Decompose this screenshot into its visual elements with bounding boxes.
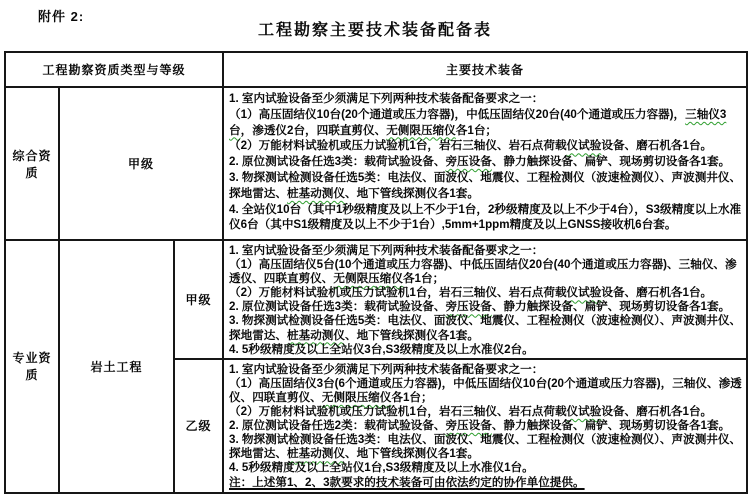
equipment-paragraph: 1. 室内试验设备至少须满足下列两种技术装备配备要求之一： (229, 244, 544, 257)
equipment-paragraph: （2）万能材料试验机或压力试验机1台，岩石三轴仪、岩石点荷载仪试验设备、磨石机各1台。 (229, 286, 713, 300)
cell-specialty-geotechnical: 岩土工程 (59, 240, 174, 493)
table-row-comprehensive (5, 87, 747, 240)
header-cell-qualification: 工程勘察资质类型与等级 (5, 52, 223, 87)
equipment-paragraph: （1）高压固结仪3台(6个通道或压力容器)，中低压固结仪10台(20个通道或压力容器)，三轴仪、渗透仪、四联直剪仪、无侧限压缩仪各1台； (229, 376, 742, 404)
page-title: 工程勘察主要技术装备配备表 (257, 22, 492, 39)
equipment-table (4, 51, 748, 494)
equipment-cell-comprehensive-jia (223, 87, 747, 240)
equipment-paragraph: 2. 原位测试设备任选3类：载荷试验设备、旁压设备、静力触探设备、扁铲、现场剪切设备各1套。 (229, 155, 731, 169)
equipment-paragraph: 2. 原位测试设备任选3类：载荷试验设备、旁压设备、静力触探设备、扁铲、现场剪切设备各1套。 (229, 300, 731, 314)
equipment-paragraph: 3. 物探测试检测设备任选5类：电法仪、面波仪、地震仪、工程检测仪（波速检测仪）、声波测井仪、探地雷达、桩基动测仪、地下管线探测仪各1套。 (229, 170, 742, 200)
equipment-paragraph: 1. 室内试验设备至少须满足下列两种技术装备配备要求之一： (229, 92, 544, 105)
cell-grade-professional-yi: 乙级 (174, 359, 223, 493)
equipment-paragraph: 4. 全站仪10台（其中1秒级精度及以上不少于1台，2秒级精度及以上不少于4台），S3级精度以上水准仪6台（其中S1级精度及以上不少于1台）,5mm+1ppm精度及以上GNSS接收机6台套。 (229, 202, 742, 232)
cell-grade-comprehensive-jia: 甲级 (59, 87, 223, 240)
equipment-paragraph: 1. 室内试验设备至少须满足下列两种技术装备配备要求之一： (229, 362, 544, 376)
equipment-paragraph: （2）万能材料试验机或压力试验机1台，岩石三轴仪、岩石点荷载仪试验设备、磨石机各1台。 (229, 139, 713, 153)
equipment-paragraph: （1）高压固结仪5台(10个通道或压力容器)、中低压固结仪20台(40个通道或压力容器)、三轴仪、渗透仪、四联直剪仪、无侧限压缩仪各1台； (229, 258, 737, 286)
equipment-paragraph: 注：上述第1、2、3款要求的技术装备可由依法约定的协作单位提供。 (229, 475, 585, 489)
equipment-cell-professional-jia (223, 240, 747, 359)
attachment-label: 附件 2: (38, 9, 85, 24)
equipment-paragraph: 3. 物探测试检测设备任选3类：电法仪、面波仪、地震仪、工程检测仪（波速检测仪）、声波测井仪、探地雷达、桩基动测仪、地下管线探测仪各1套。 (229, 433, 742, 461)
equipment-paragraph: 4. 5秒级精度及以上全站仪1台,S3级精度及以上水准仪1台。 (229, 461, 534, 475)
equipment-cell-professional-yi (223, 359, 747, 493)
equipment-paragraph: 4. 5秒级精度及以上全站仪3台,S3级精度及以上水准仪2台。 (229, 342, 534, 356)
cell-grade-professional-jia: 甲级 (174, 240, 223, 359)
cell-category-professional: 专业资质 (5, 240, 59, 493)
table-header-row (5, 52, 747, 87)
equipment-paragraph: （2）万能材料试验机或压力试验机1台，岩石三轴仪、岩石点荷载仪试验设备、磨石机各1台。 (229, 405, 713, 419)
cell-category-comprehensive: 综合资质 (5, 87, 59, 240)
equipment-paragraph: 2. 原位测试设备任选2类：载荷试验设备、旁压设备、静力触探设备、扁铲、现场剪切设备各1套。 (229, 419, 731, 433)
table-row-professional-jia (5, 240, 747, 359)
header-cell-equipment: 主要技术装备 (223, 52, 747, 87)
equipment-paragraph: （1）高压固结仪10台(20个通道或压力容器)，中低压固结仪20台(40个通道或压力容器)，三轴仪3台，渗透仪2台，四联直剪仪、无侧限压缩仪各1台； (229, 107, 727, 137)
equipment-paragraph: 3. 物探测试检测设备任选5类：电法仪、面波仪、地震仪、工程检测仪（波速检测仪）、声波测井仪、探地雷达、桩基动测仪、地下管线探测仪各1套。 (229, 314, 742, 342)
